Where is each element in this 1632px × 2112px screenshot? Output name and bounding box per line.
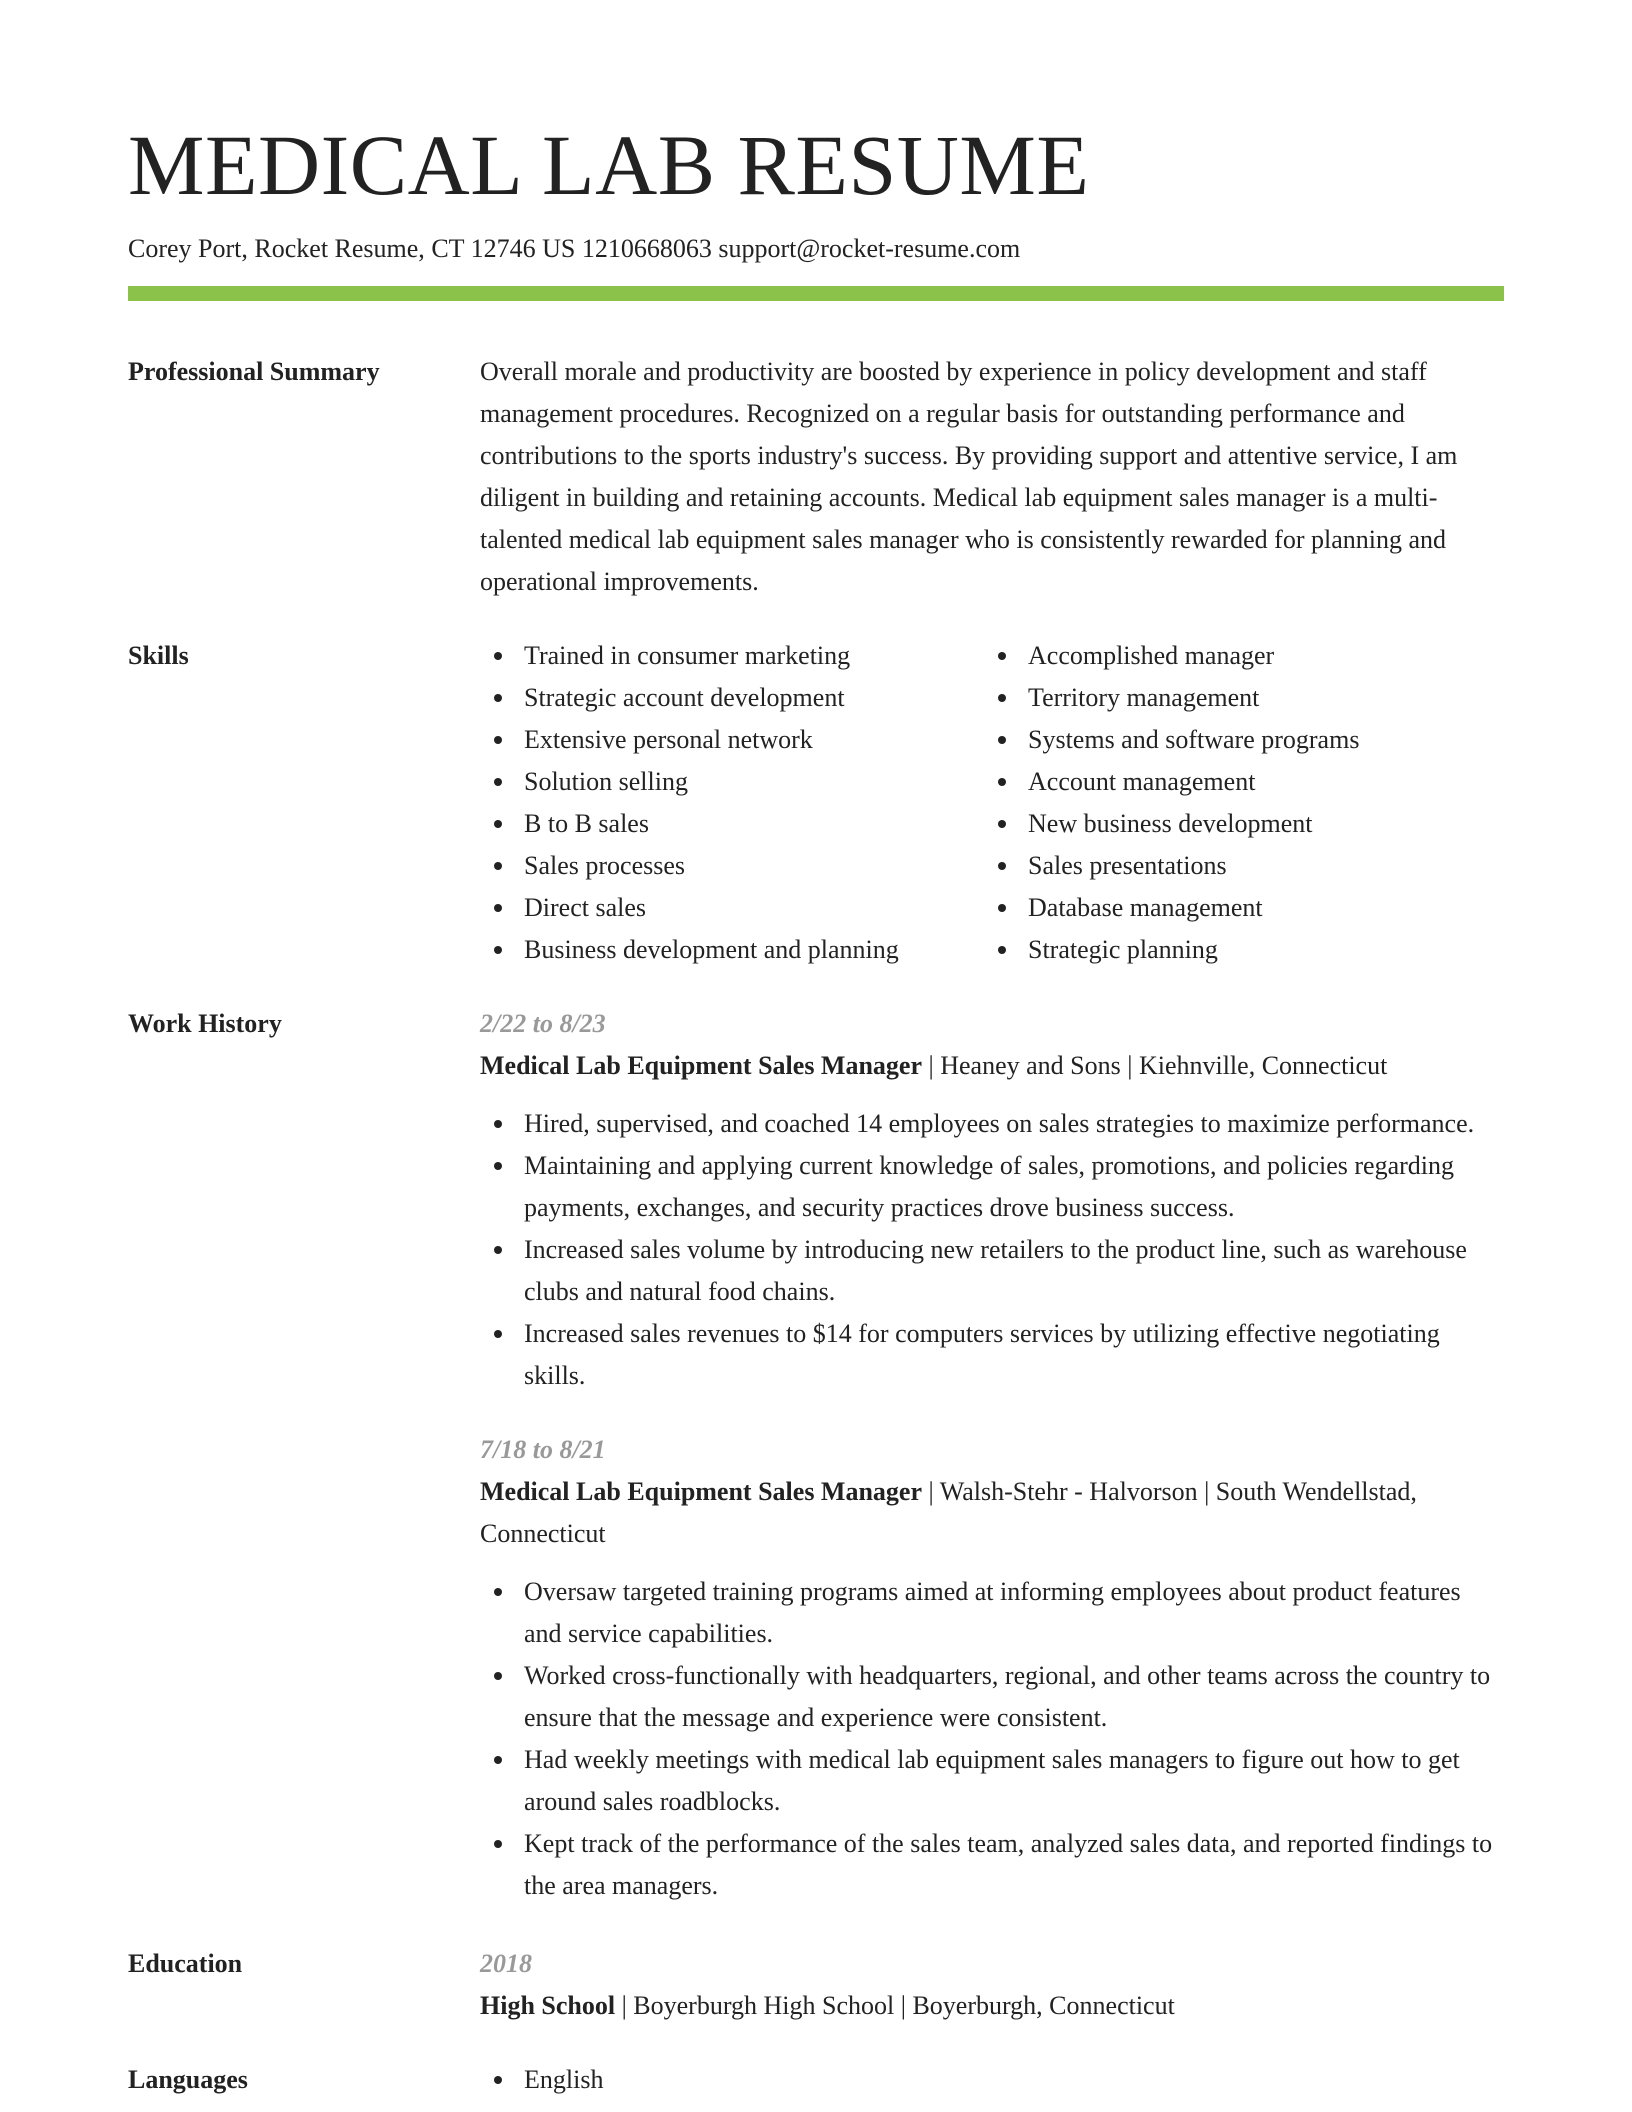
education-heading-line [480,1985,1504,2027]
skills-section [128,635,1504,971]
contact-city: Rocket Resume, [254,234,425,263]
job-duties [480,1571,1504,1907]
skills-column-left [480,635,984,971]
languages-list [480,2059,1504,2101]
work-history-heading: Work History [128,1009,282,1038]
languages-body [480,2059,1504,2101]
job-duty-item: Worked cross-functionally with headquarters, regional, and other teams across the country to ensure that the message and experience were consistent. [480,1655,1504,1739]
job-date: 7/18 to 8/21 [480,1435,606,1464]
contact-state-zip: CT 12746 [431,234,536,263]
skill-item: Accomplished manager [984,635,1488,677]
contact-line [128,232,1020,266]
education-heading: Education [128,1949,243,1978]
resume-title: MEDICAL LAB RESUME [128,117,1090,213]
education-date: 2018 [480,1949,532,1978]
skill-item: B to B sales [480,803,984,845]
skills-column-right [984,635,1488,971]
summary-heading: Professional Summary [128,357,380,386]
skill-item: Sales presentations [984,845,1488,887]
job-duty-item: Kept track of the performance of the sales team, analyzed sales data, and reported findings to the area managers. [480,1823,1504,1907]
job-entry [480,1003,1504,1397]
job-duty-item: Increased sales volume by introducing new retailers to the product line, such as warehouse clubs and natural food chains. [480,1229,1504,1313]
job-duty-item: Hired, supervised, and coached 14 employees on sales strategies to maximize performance. [480,1103,1504,1145]
job-entry [480,1429,1504,1907]
skill-item: Extensive personal network [480,719,984,761]
education-body [480,1943,1504,2027]
skill-item: Strategic planning [984,929,1488,971]
skills-columns [480,635,1504,971]
skill-item: Strategic account development [480,677,984,719]
resume-page [128,0,1504,2112]
job-duty-item: Oversaw targeted training programs aimed at informing employees about product features and service capabilities. [480,1571,1504,1655]
skill-item: Solution selling [480,761,984,803]
languages-heading: Languages [128,2065,248,2094]
skill-item: New business development [984,803,1488,845]
job-title: Medical Lab Equipment Sales Manager [480,1051,923,1080]
work-history-section [128,1003,1504,1939]
accent-divider [128,286,1504,301]
job-title: Medical Lab Equipment Sales Manager [480,1477,923,1506]
languages-section [128,2059,1504,2101]
job-duties [480,1103,1504,1397]
skill-item: Trained in consumer marketing [480,635,984,677]
summary-text: Overall morale and productivity are boosted by experience in policy development and staff management procedures. Recognized on a regular basis for outstanding performance and contributions to the sports industry's success. By providing support and attentive service, I am diligent in building and retaining accounts. Medical lab equipment sales manager is a multi-talented medical lab equipment sales manager who is consistently rewarded for planning and operational improvements. [480,357,1458,596]
resume-content [128,351,1504,2101]
job-duty-item: Had weekly meetings with medical lab equipment sales managers to figure out how to get around sales roadblocks. [480,1739,1504,1823]
language-item: English [480,2059,1504,2101]
contact-country: US [542,234,576,263]
contact-email: support@rocket-resume.com [718,234,1021,263]
skill-item: Systems and software programs [984,719,1488,761]
education-section [128,1943,1504,2027]
skill-item: Direct sales [480,887,984,929]
skills-heading: Skills [128,641,189,670]
skill-item: Sales processes [480,845,984,887]
work-history-body [480,1003,1504,1939]
job-heading [480,1471,1504,1555]
skill-item: Database management [984,887,1488,929]
job-heading [480,1045,1504,1087]
skill-item: Business development and planning [480,929,984,971]
job-details: | Walsh-Stehr - Halvorson | South Wendellstad, Connecticut [480,1477,1417,1548]
job-details: | Heaney and Sons | Kiehnville, Connecticut [922,1051,1388,1080]
job-date: 2/22 to 8/23 [480,1009,606,1038]
summary-section [128,351,1504,603]
job-duty-item: Maintaining and applying current knowledge of sales, promotions, and policies regarding payments, exchanges, and security practices drove business success. [480,1145,1504,1229]
contact-phone: 1210668063 [581,234,712,263]
skill-item: Account management [984,761,1488,803]
contact-name: Corey Port, [128,234,248,263]
job-duty-item: Increased sales revenues to $14 for computers services by utilizing effective negotiating skills. [480,1313,1504,1397]
skill-item: Territory management [984,677,1488,719]
education-details: | Boyerburgh High School | Boyerburgh, Connecticut [615,1991,1175,2020]
education-degree: High School [480,1991,616,2020]
